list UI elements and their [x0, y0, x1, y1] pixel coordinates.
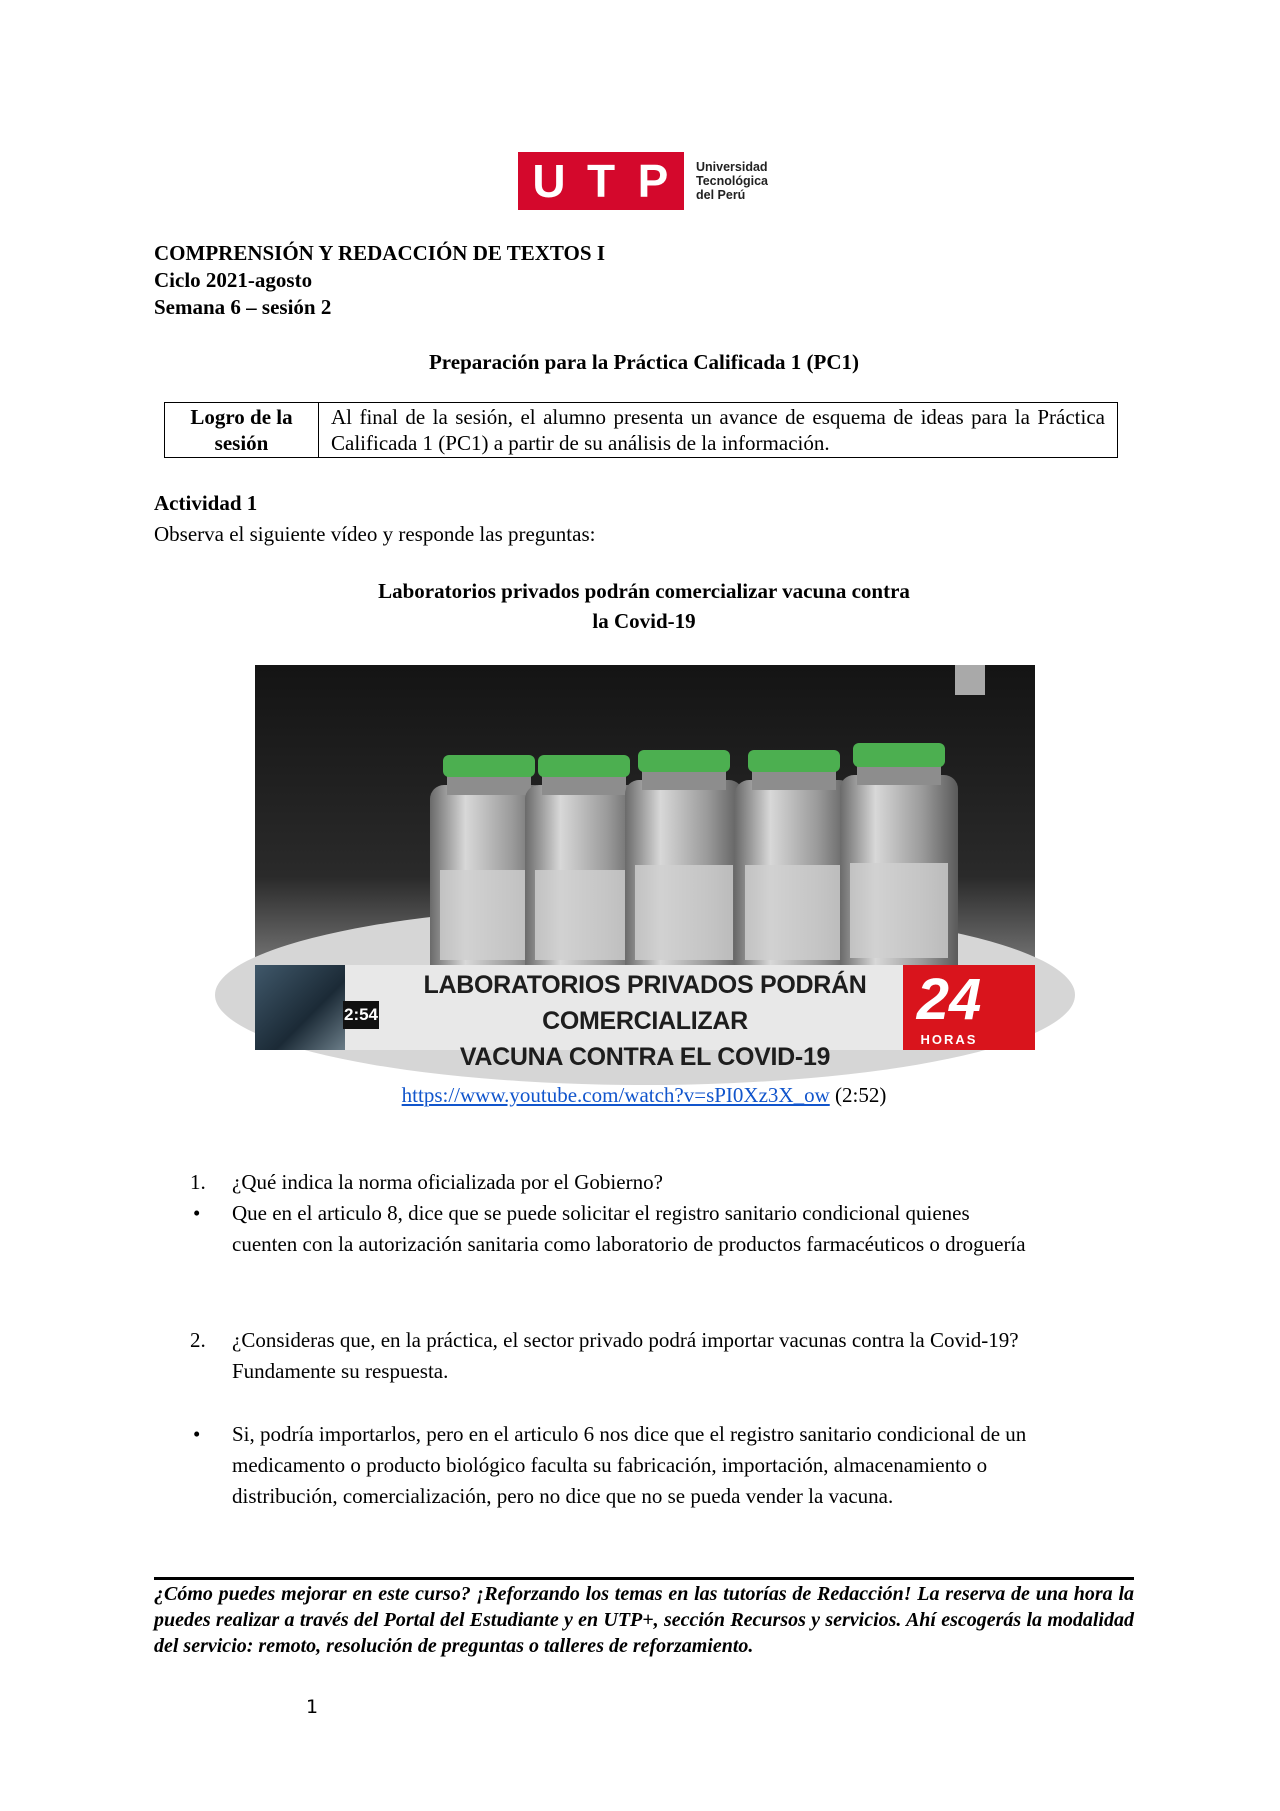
video-duration: (2:52)	[835, 1083, 887, 1107]
question-number: 1.	[190, 1170, 206, 1194]
logo-letter-p: P	[637, 155, 669, 207]
answer-line: Que en el articulo 8, dice que se puede solicitar el registro sanitario condicional quienes	[232, 1201, 970, 1225]
video-title-line: la Covid-19	[592, 609, 696, 633]
video-title	[154, 576, 1134, 636]
session-goal-label	[165, 403, 319, 457]
utp-logo	[518, 152, 768, 210]
logo-name-line: del Perú	[696, 188, 746, 202]
page-title: Preparación para la Práctica Calificada 1 (PC1)	[428, 350, 860, 374]
footer-note: ¿Cómo puedes mejorar en este curso? ¡Reforzando los temas en las tutorías de Redacción! La reserva de una hora la puedes realizar a través del Portal del Estudiante y en UTP+, sección Recursos y servicios. Ahí escogerás la modalidad del servicio: remoto, resolución de preguntas o talleres de reforzamiento.	[154, 1583, 1134, 1657]
footer-divider	[154, 1577, 1134, 1580]
news-banner-line: VACUNA CONTRA EL COVID-19	[459, 1043, 831, 1071]
question-text: Fundamente su respuesta.	[232, 1359, 449, 1383]
video-thumbnail[interactable]	[255, 665, 1035, 1071]
vial	[735, 750, 853, 995]
answer-line: distribución, comercialización, pero no dice que no se pueda vender la vacuna.	[232, 1484, 894, 1508]
vial	[840, 743, 958, 995]
session-goal-table	[164, 402, 1118, 458]
session-goal-label-line: sesión	[214, 431, 269, 455]
session-goal-label-line: Logro de la	[190, 405, 293, 429]
news-inset-image	[255, 965, 345, 1050]
video-time: 2:54	[343, 1001, 379, 1029]
video-link-line	[154, 1081, 1134, 1109]
logo-letter-u: U	[532, 155, 566, 207]
answer-line: medicamento o producto biológico faculta su fabricación, importación, almacenamiento o	[232, 1453, 988, 1477]
channel-sub: HORAS	[920, 1032, 978, 1047]
logo-university-name	[696, 160, 768, 202]
news-banner-line: LABORATORIOS PRIVADOS PODRÁN COMERCIALIZAR	[423, 971, 867, 1035]
video-title-line: Laboratorios privados podrán comercializar vacuna contra	[378, 579, 910, 603]
page-number: 1	[306, 1696, 319, 1718]
activity-instruction: Observa el siguiente vídeo y responde las preguntas:	[154, 522, 596, 546]
question-text: ¿Qué indica la norma oficializada por el Gobierno?	[232, 1170, 663, 1194]
course-cycle: Ciclo 2021-agosto	[154, 268, 313, 292]
logo-name-line: Universidad	[696, 160, 768, 174]
course-title: COMPRENSIÓN Y REDACCIÓN DE TEXTOS I	[154, 241, 605, 265]
session-goal-text: Al final de la sesión, el alumno presenta un avance de esquema de ideas para la Práctica Calificada 1 (PC1) a partir de su análisis de la información.	[331, 405, 1105, 455]
answer-line: Si, podría importarlos, pero en el articulo 6 nos dice que el registro sanitario condicional de un	[232, 1422, 1027, 1446]
logo-letter-t: T	[586, 155, 616, 207]
bullet: •	[193, 1201, 201, 1225]
answer-line: cuenten con la autorización sanitaria como laboratorio de productos farmacéuticos o droguería	[232, 1232, 1026, 1256]
question-number: 2.	[190, 1328, 206, 1352]
logo-name-line: Tecnológica	[696, 174, 769, 188]
channel-number: 24	[916, 967, 982, 1032]
video-link[interactable]: https://www.youtube.com/watch?v=sPI0Xz3X_ow	[401, 1083, 830, 1107]
news-banner-text	[375, 967, 915, 1075]
logo-mark	[518, 152, 684, 210]
vial	[625, 750, 743, 995]
course-week: Semana 6 – sesión 2	[154, 295, 332, 319]
activity-title: Actividad 1	[154, 491, 258, 515]
question-text: ¿Consideras que, en la práctica, el sector privado podrá importar vacunas contra la Covid-19?	[232, 1328, 1019, 1352]
bullet: •	[193, 1422, 201, 1446]
